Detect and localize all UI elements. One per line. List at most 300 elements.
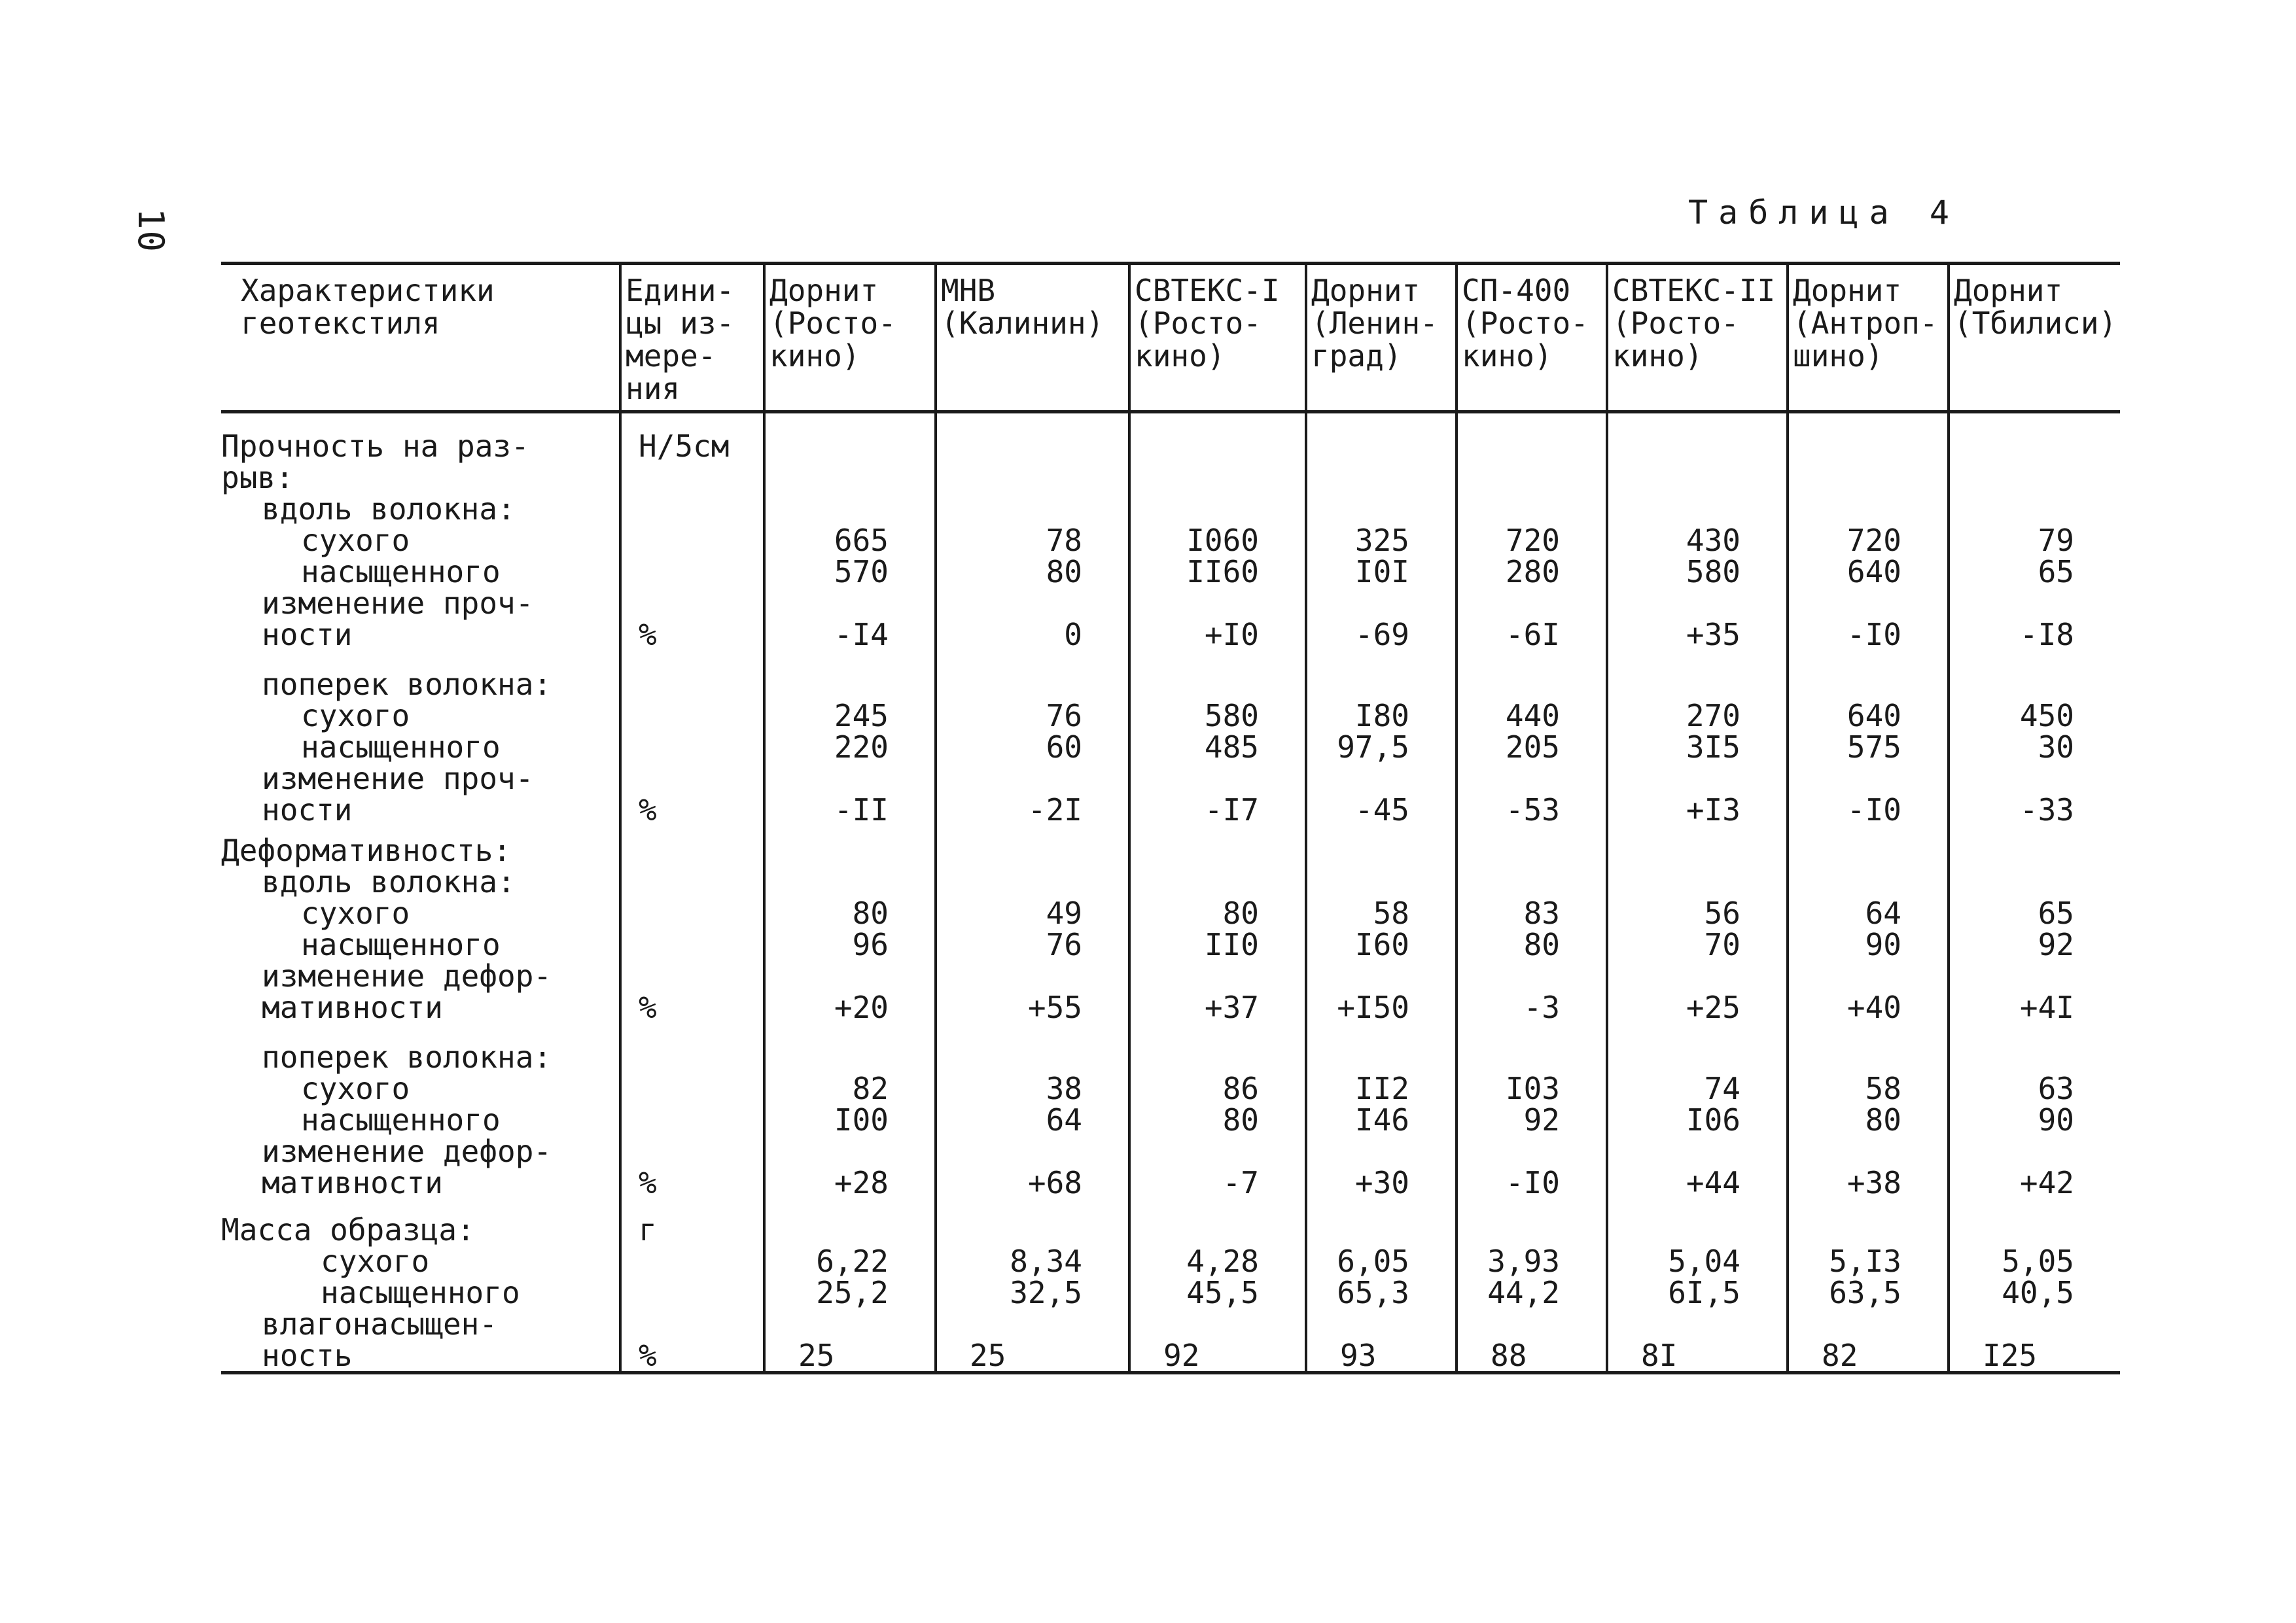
value-cell [1457,412,1607,462]
row-label: сухого [301,896,410,931]
value-cell: 60 [936,731,1129,763]
value-cell [1788,1308,1949,1340]
row-label: ности [262,617,353,652]
table-row-mass-sat [221,1277,2120,1308]
value-cell: -6I [1457,619,1607,650]
value-cell: +35 [1607,619,1788,650]
value-cell [1306,826,1457,866]
value-cell: 86 [1129,1073,1306,1104]
value-cell [1949,763,2120,794]
value-cell [764,763,936,794]
value-cell [1306,1308,1457,1340]
value-cell: 280 [1457,556,1607,587]
value-cell: +4I [1949,992,2120,1023]
value-cell: I06 [1607,1104,1788,1136]
value-cell [936,493,1129,525]
row-label: поперек волокна: [262,667,552,702]
value-cell [936,462,1129,493]
row-label: ность [221,1340,620,1373]
unit-cell [620,731,764,763]
table-row-s-along-chg2 [221,619,2120,650]
value-cell [764,1308,936,1340]
value-cell [764,1198,936,1246]
value-cell: I03 [1457,1073,1607,1104]
unit-cell [620,587,764,619]
value-cell: 78 [936,525,1129,556]
value-cell: II2 [1306,1073,1457,1104]
row-label: мативности [262,1165,443,1200]
value-cell: 80 [1129,1104,1306,1136]
value-cell [936,587,1129,619]
value-cell [1457,866,1607,898]
value-cell [1129,493,1306,525]
value-cell [764,826,936,866]
column-header-dornit-tbilisi: Дорнит (Тбилиси) [1949,264,2120,412]
value-cell: 44,2 [1457,1277,1607,1308]
value-cell: 90 [1788,929,1949,960]
value-cell [936,826,1129,866]
table-row-s-across-chg2 [221,794,2120,826]
unit-cell [620,1308,764,1340]
value-cell: 8I [1607,1340,1788,1373]
value-cell: 3I5 [1607,731,1788,763]
value-cell [1129,960,1306,992]
value-cell [1949,1023,2120,1073]
table-row-d-across-sat [221,1104,2120,1136]
value-cell: +28 [764,1167,936,1198]
table-row-s-across [221,650,2120,700]
value-cell [1306,412,1457,462]
value-cell [1788,587,1949,619]
value-cell [764,960,936,992]
value-cell: 74 [1607,1073,1788,1104]
value-cell: II60 [1129,556,1306,587]
column-header-svteks-2-rostokino: СВТЕКС-II (Росто- кино) [1607,264,1788,412]
value-cell: -I0 [1457,1167,1607,1198]
value-cell: 92 [1949,929,2120,960]
value-cell: -45 [1306,794,1457,826]
unit-cell [620,960,764,992]
unit-cell [620,650,764,700]
page-number: 10 [130,208,171,254]
value-cell [1949,650,2120,700]
value-cell: 575 [1788,731,1949,763]
row-label: насыщенного [301,729,501,765]
column-header-dornit-rostokino: Дорнит (Росто- кино) [764,264,936,412]
value-cell: +38 [1788,1167,1949,1198]
unit-cell [620,493,764,525]
value-cell: 640 [1788,556,1949,587]
unit-cell: % [620,619,764,650]
value-cell: 70 [1607,929,1788,960]
value-cell: I46 [1306,1104,1457,1136]
value-cell: 88 [1457,1340,1607,1373]
unit-cell: % [620,794,764,826]
table-row-deform [221,826,2120,866]
value-cell: -2I [936,794,1129,826]
row-label: вдоль волокна: [262,491,516,527]
row-label: сухого [301,1071,410,1106]
table-row-d-along-chg2 [221,992,2120,1023]
value-cell: 92 [1457,1104,1607,1136]
value-cell: 65 [1949,556,2120,587]
value-cell: 4,28 [1129,1246,1306,1277]
value-cell [1607,650,1788,700]
table-row-d-across [221,1023,2120,1073]
column-header-characteristic: Характеристики геотекстиля [221,264,620,412]
value-cell: 38 [936,1073,1129,1104]
value-cell [1129,650,1306,700]
table-row-s-along [221,493,2120,525]
value-cell [1129,587,1306,619]
data-table-container [221,262,2120,1374]
value-cell [1607,960,1788,992]
value-cell [1949,1198,2120,1246]
value-cell: -3 [1457,992,1607,1023]
column-header-dornit-leningrad: Дорнит (Ленин- град) [1306,264,1457,412]
value-cell [1788,493,1949,525]
value-cell [1788,763,1949,794]
row-label: сухого [301,523,410,558]
value-cell: 76 [936,700,1129,731]
value-cell: 83 [1457,898,1607,929]
table-row-s-across-chg1 [221,763,2120,794]
value-cell: 5,05 [1949,1246,2120,1277]
value-cell: +30 [1306,1167,1457,1198]
row-label: сухого [301,698,410,733]
value-cell: 440 [1457,700,1607,731]
row-label: рыв: [221,460,294,495]
value-cell: 80 [764,898,936,929]
column-header-mnv-kalinin: МНВ (Калинин) [936,264,1129,412]
table-row-moist2 [221,1340,2120,1373]
table-row-d-along-sat [221,929,2120,960]
value-cell: 79 [1949,525,2120,556]
value-cell: -53 [1457,794,1607,826]
value-cell [936,866,1129,898]
value-cell [764,412,936,462]
value-cell: +20 [764,992,936,1023]
value-cell [1607,866,1788,898]
row-label: насыщенного [321,1275,520,1310]
table-row-mass [221,1198,2120,1246]
value-cell: -I8 [1949,619,2120,650]
value-cell [1306,587,1457,619]
value-cell: 82 [1788,1340,1949,1373]
value-cell: -7 [1129,1167,1306,1198]
value-cell [1949,587,2120,619]
value-cell [1788,412,1949,462]
value-cell [1607,1136,1788,1167]
value-cell: I60 [1306,929,1457,960]
value-cell: +I50 [1306,992,1457,1023]
unit-cell [620,1277,764,1308]
value-cell: 90 [1949,1104,2120,1136]
value-cell [1788,1023,1949,1073]
value-cell: 6,05 [1306,1246,1457,1277]
table-row-s-along-sat [221,556,2120,587]
value-cell: -I7 [1129,794,1306,826]
value-cell [1306,493,1457,525]
value-cell: +44 [1607,1167,1788,1198]
value-cell: 63,5 [1788,1277,1949,1308]
unit-cell [620,1073,764,1104]
value-cell: II0 [1129,929,1306,960]
value-cell [1306,763,1457,794]
value-cell: 32,5 [936,1277,1129,1308]
value-cell [1949,960,2120,992]
table-row-s-across-dry [221,700,2120,731]
value-cell [1457,1308,1607,1340]
value-cell: I25 [1949,1340,2120,1373]
row-label: изменение проч- [262,585,534,621]
value-cell [1129,1136,1306,1167]
row-label: сухого [321,1244,430,1279]
value-cell: -I4 [764,619,936,650]
value-cell: +25 [1607,992,1788,1023]
value-cell [1457,650,1607,700]
value-cell [764,462,936,493]
unit-cell [620,929,764,960]
table-title: Таблица 4 [1688,194,1960,232]
value-cell: 82 [764,1073,936,1104]
value-cell: 80 [1457,929,1607,960]
value-cell: 92 [1129,1340,1306,1373]
unit-cell [620,1104,764,1136]
value-cell [1457,763,1607,794]
table-row-s-along-chg1 [221,587,2120,619]
value-cell: +68 [936,1167,1129,1198]
row-label: поперек волокна: [262,1039,552,1075]
value-cell [1129,1023,1306,1073]
value-cell [1129,763,1306,794]
row-label: насыщенного [301,927,501,962]
row-label: изменение дефор- [262,958,552,994]
value-cell: 64 [936,1104,1129,1136]
value-cell: 5,04 [1607,1246,1788,1277]
value-cell: 570 [764,556,936,587]
value-cell: 220 [764,731,936,763]
unit-cell [620,1246,764,1277]
value-cell [1306,1198,1457,1246]
value-cell [936,763,1129,794]
unit-cell [620,1136,764,1167]
value-cell: 97,5 [1306,731,1457,763]
value-cell: -69 [1306,619,1457,650]
value-cell [1457,960,1607,992]
value-cell: 58 [1788,1073,1949,1104]
value-cell [1607,462,1788,493]
value-cell [1306,650,1457,700]
row-label: насыщенного [301,554,501,589]
value-cell [764,1136,936,1167]
unit-cell: г [620,1198,764,1246]
value-cell: I00 [764,1104,936,1136]
value-cell: 720 [1788,525,1949,556]
unit-cell [620,700,764,731]
value-cell [1607,493,1788,525]
row-label: насыщенного [301,1102,501,1138]
value-cell [1788,826,1949,866]
value-cell [1949,826,2120,866]
row-label: Масса образца: [221,1212,475,1248]
value-cell: 270 [1607,700,1788,731]
value-cell [1457,826,1607,866]
unit-cell: Н/5см [620,412,764,462]
value-cell [1607,412,1788,462]
column-header-sp400-rostokino: СП-400 (Росто- кино) [1457,264,1607,412]
value-cell [1607,763,1788,794]
value-cell: 30 [1949,731,2120,763]
value-cell: 65,3 [1306,1277,1457,1308]
value-cell: 80 [1129,898,1306,929]
value-cell [1306,960,1457,992]
value-cell: 720 [1457,525,1607,556]
value-cell: 96 [764,929,936,960]
value-cell [1306,462,1457,493]
value-cell [1129,1308,1306,1340]
value-cell [1457,1136,1607,1167]
value-cell [1949,866,2120,898]
table-row-mass-dry [221,1246,2120,1277]
value-cell: 40,5 [1949,1277,2120,1308]
value-cell: 45,5 [1129,1277,1306,1308]
header-row [221,264,2120,412]
table-row-d-across-chg1 [221,1136,2120,1167]
value-cell [1306,1136,1457,1167]
unit-cell: % [620,1167,764,1198]
value-cell [1457,1198,1607,1246]
value-cell [1129,1198,1306,1246]
value-cell [764,587,936,619]
value-cell [1949,1136,2120,1167]
value-cell [1607,587,1788,619]
value-cell [1457,493,1607,525]
value-cell [1788,1136,1949,1167]
value-cell: 580 [1607,556,1788,587]
value-cell: 245 [764,700,936,731]
column-header-svteks-1-rostokino: СВТЕКС-I (Росто- кино) [1129,264,1306,412]
value-cell [936,1136,1129,1167]
value-cell: +42 [1949,1167,2120,1198]
value-cell [1788,650,1949,700]
value-cell: 80 [936,556,1129,587]
value-cell: 430 [1607,525,1788,556]
row-label: Деформативность: [221,833,512,868]
table-body [221,412,2120,1373]
row-label: изменение дефор- [262,1134,552,1169]
value-cell: 640 [1788,700,1949,731]
value-cell [1129,462,1306,493]
unit-cell [620,898,764,929]
value-cell: I0I [1306,556,1457,587]
table-row-d-across-chg2 [221,1167,2120,1198]
value-cell [1788,462,1949,493]
value-cell [1788,960,1949,992]
value-cell [1607,1023,1788,1073]
value-cell [1788,1198,1949,1246]
column-header-dornit-antropshino: Дорнит (Антроп- шино) [1788,264,1949,412]
value-cell: 6,22 [764,1246,936,1277]
table-row-s-along-dry [221,525,2120,556]
table-row-moist1 [221,1308,2120,1340]
value-cell [1129,866,1306,898]
value-cell [936,1308,1129,1340]
value-cell [1949,462,2120,493]
value-cell: 450 [1949,700,2120,731]
geotextile-properties-table [221,262,2120,1374]
value-cell [764,650,936,700]
row-label: ности [262,792,353,828]
table-row-strength [221,412,2120,462]
value-cell: 485 [1129,731,1306,763]
unit-cell [620,525,764,556]
value-cell [1949,1308,2120,1340]
value-cell [1607,1198,1788,1246]
value-cell: 64 [1788,898,1949,929]
unit-cell [620,866,764,898]
value-cell [764,1023,936,1073]
unit-cell [620,556,764,587]
value-cell: +37 [1129,992,1306,1023]
value-cell [1607,826,1788,866]
value-cell [1788,866,1949,898]
value-cell: +I3 [1607,794,1788,826]
value-cell [936,412,1129,462]
value-cell: 49 [936,898,1129,929]
value-cell [1457,1023,1607,1073]
row-label: вдоль волокна: [262,864,516,899]
value-cell [764,493,936,525]
value-cell: 25,2 [764,1277,936,1308]
value-cell: +40 [1788,992,1949,1023]
value-cell: -I0 [1788,794,1949,826]
value-cell: -33 [1949,794,2120,826]
value-cell [936,650,1129,700]
value-cell [936,1198,1129,1246]
value-cell: 205 [1457,731,1607,763]
value-cell [1457,587,1607,619]
value-cell: -II [764,794,936,826]
value-cell [1306,866,1457,898]
value-cell: 580 [1129,700,1306,731]
table-row-d-along-dry [221,898,2120,929]
value-cell: 3,93 [1457,1246,1607,1277]
value-cell [1306,1023,1457,1073]
value-cell [1607,1308,1788,1340]
value-cell: +I0 [1129,619,1306,650]
table-row-d-across-dry [221,1073,2120,1104]
value-cell: 63 [1949,1073,2120,1104]
value-cell [936,960,1129,992]
value-cell: I060 [1129,525,1306,556]
value-cell: 56 [1607,898,1788,929]
unit-cell: % [620,992,764,1023]
value-cell [764,866,936,898]
row-label: мативности [262,990,443,1025]
value-cell [1949,493,2120,525]
value-cell: 0 [936,619,1129,650]
value-cell: 5,I3 [1788,1246,1949,1277]
unit-cell: % [620,1340,764,1373]
value-cell: 65 [1949,898,2120,929]
value-cell: 80 [1788,1104,1949,1136]
unit-cell [620,1023,764,1073]
unit-cell [620,462,764,493]
value-cell: 6I,5 [1607,1277,1788,1308]
value-cell [936,1023,1129,1073]
table-row-d-along-chg1 [221,960,2120,992]
